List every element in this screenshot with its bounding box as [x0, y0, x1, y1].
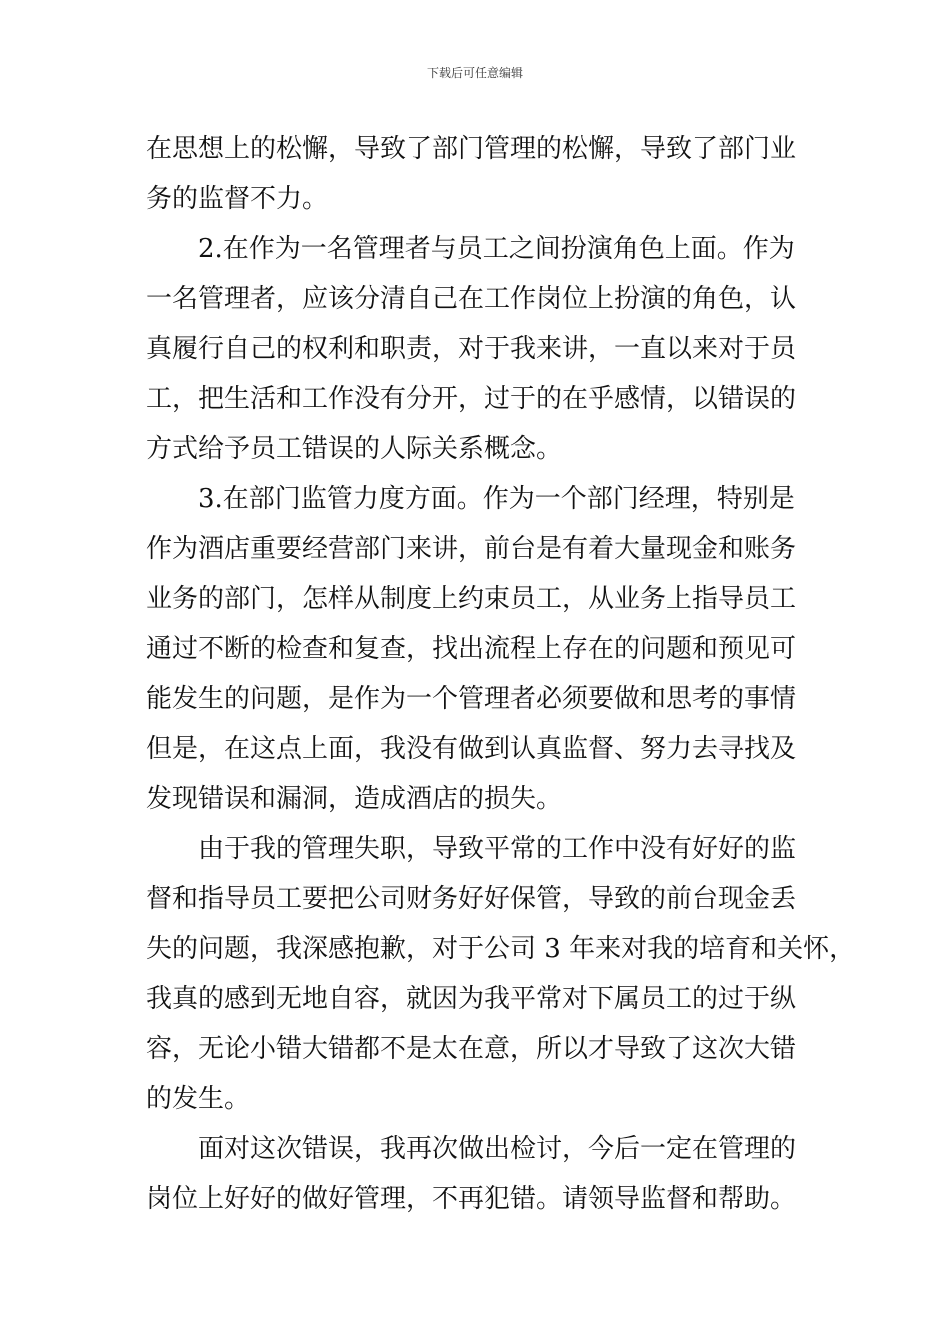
text-line: 失的问题，我深感抱歉，对于公司 3 年来对我的培育和关怀，	[146, 934, 856, 964]
text-line: 由于我的管理失职，导致平常的工作中没有好好的监	[198, 834, 797, 864]
text-line: 3.在部门监管力度方面。作为一个部门经理，特别是	[198, 484, 795, 514]
text-line: 在思想上的松懈，导致了部门管理的松懈，导致了部门业	[146, 134, 797, 164]
paragraph-4	[146, 824, 856, 1124]
text-line: 发现错误和漏洞，造成酒店的损失。	[146, 784, 563, 814]
text-line: 容，无论小错大错都不是太在意，所以才导致了这次大错	[146, 1034, 797, 1064]
document-body	[146, 124, 856, 1224]
text-line: 能发生的问题，是作为一个管理者必须要做和思考的事情	[146, 684, 797, 714]
paragraph-1	[146, 124, 808, 224]
text-line: 业务的部门，怎样从制度上约束员工，从业务上指导员工	[146, 584, 797, 614]
text-line: 岗位上好好的做好管理，不再犯错。请领导监督和帮助。	[146, 1184, 797, 1214]
text-line: 务的监督不力。	[146, 184, 329, 214]
text-line: 工，把生活和工作没有分开，过于的在乎感情，以错误的	[146, 384, 797, 414]
text-line: 作为酒店重要经营部门来讲，前台是有着大量现金和账务	[146, 534, 797, 564]
text-line: 面对这次错误，我再次做出检讨，今后一定在管理的	[198, 1134, 797, 1164]
text-line: 但是，在这点上面，我没有做到认真监督、努力去寻找及	[146, 734, 797, 764]
text-line: 的发生。	[146, 1084, 251, 1114]
text-line: 通过不断的检查和复查，找出流程上存在的问题和预见可	[146, 634, 797, 664]
text-line: 一名管理者，应该分清自己在工作岗位上扮演的角色，认	[146, 284, 797, 314]
paragraph-5	[146, 1124, 808, 1224]
paragraph-2	[146, 224, 808, 474]
text-line: 我真的感到无地自容，就因为我平常对下属员工的过于纵	[146, 984, 797, 1014]
text-line: 真履行自己的权利和职责，对于我来讲，一直以来对于员	[146, 334, 797, 364]
paragraph-3	[146, 474, 808, 824]
page-header: 下载后可任意编辑	[426, 66, 523, 80]
text-line: 方式给予员工错误的人际关系概念。	[146, 434, 563, 464]
text-line: 2.在作为一名管理者与员工之间扮演角色上面。作为	[198, 234, 795, 264]
text-line: 督和指导员工要把公司财务好好保管，导致的前台现金丢	[146, 884, 797, 914]
